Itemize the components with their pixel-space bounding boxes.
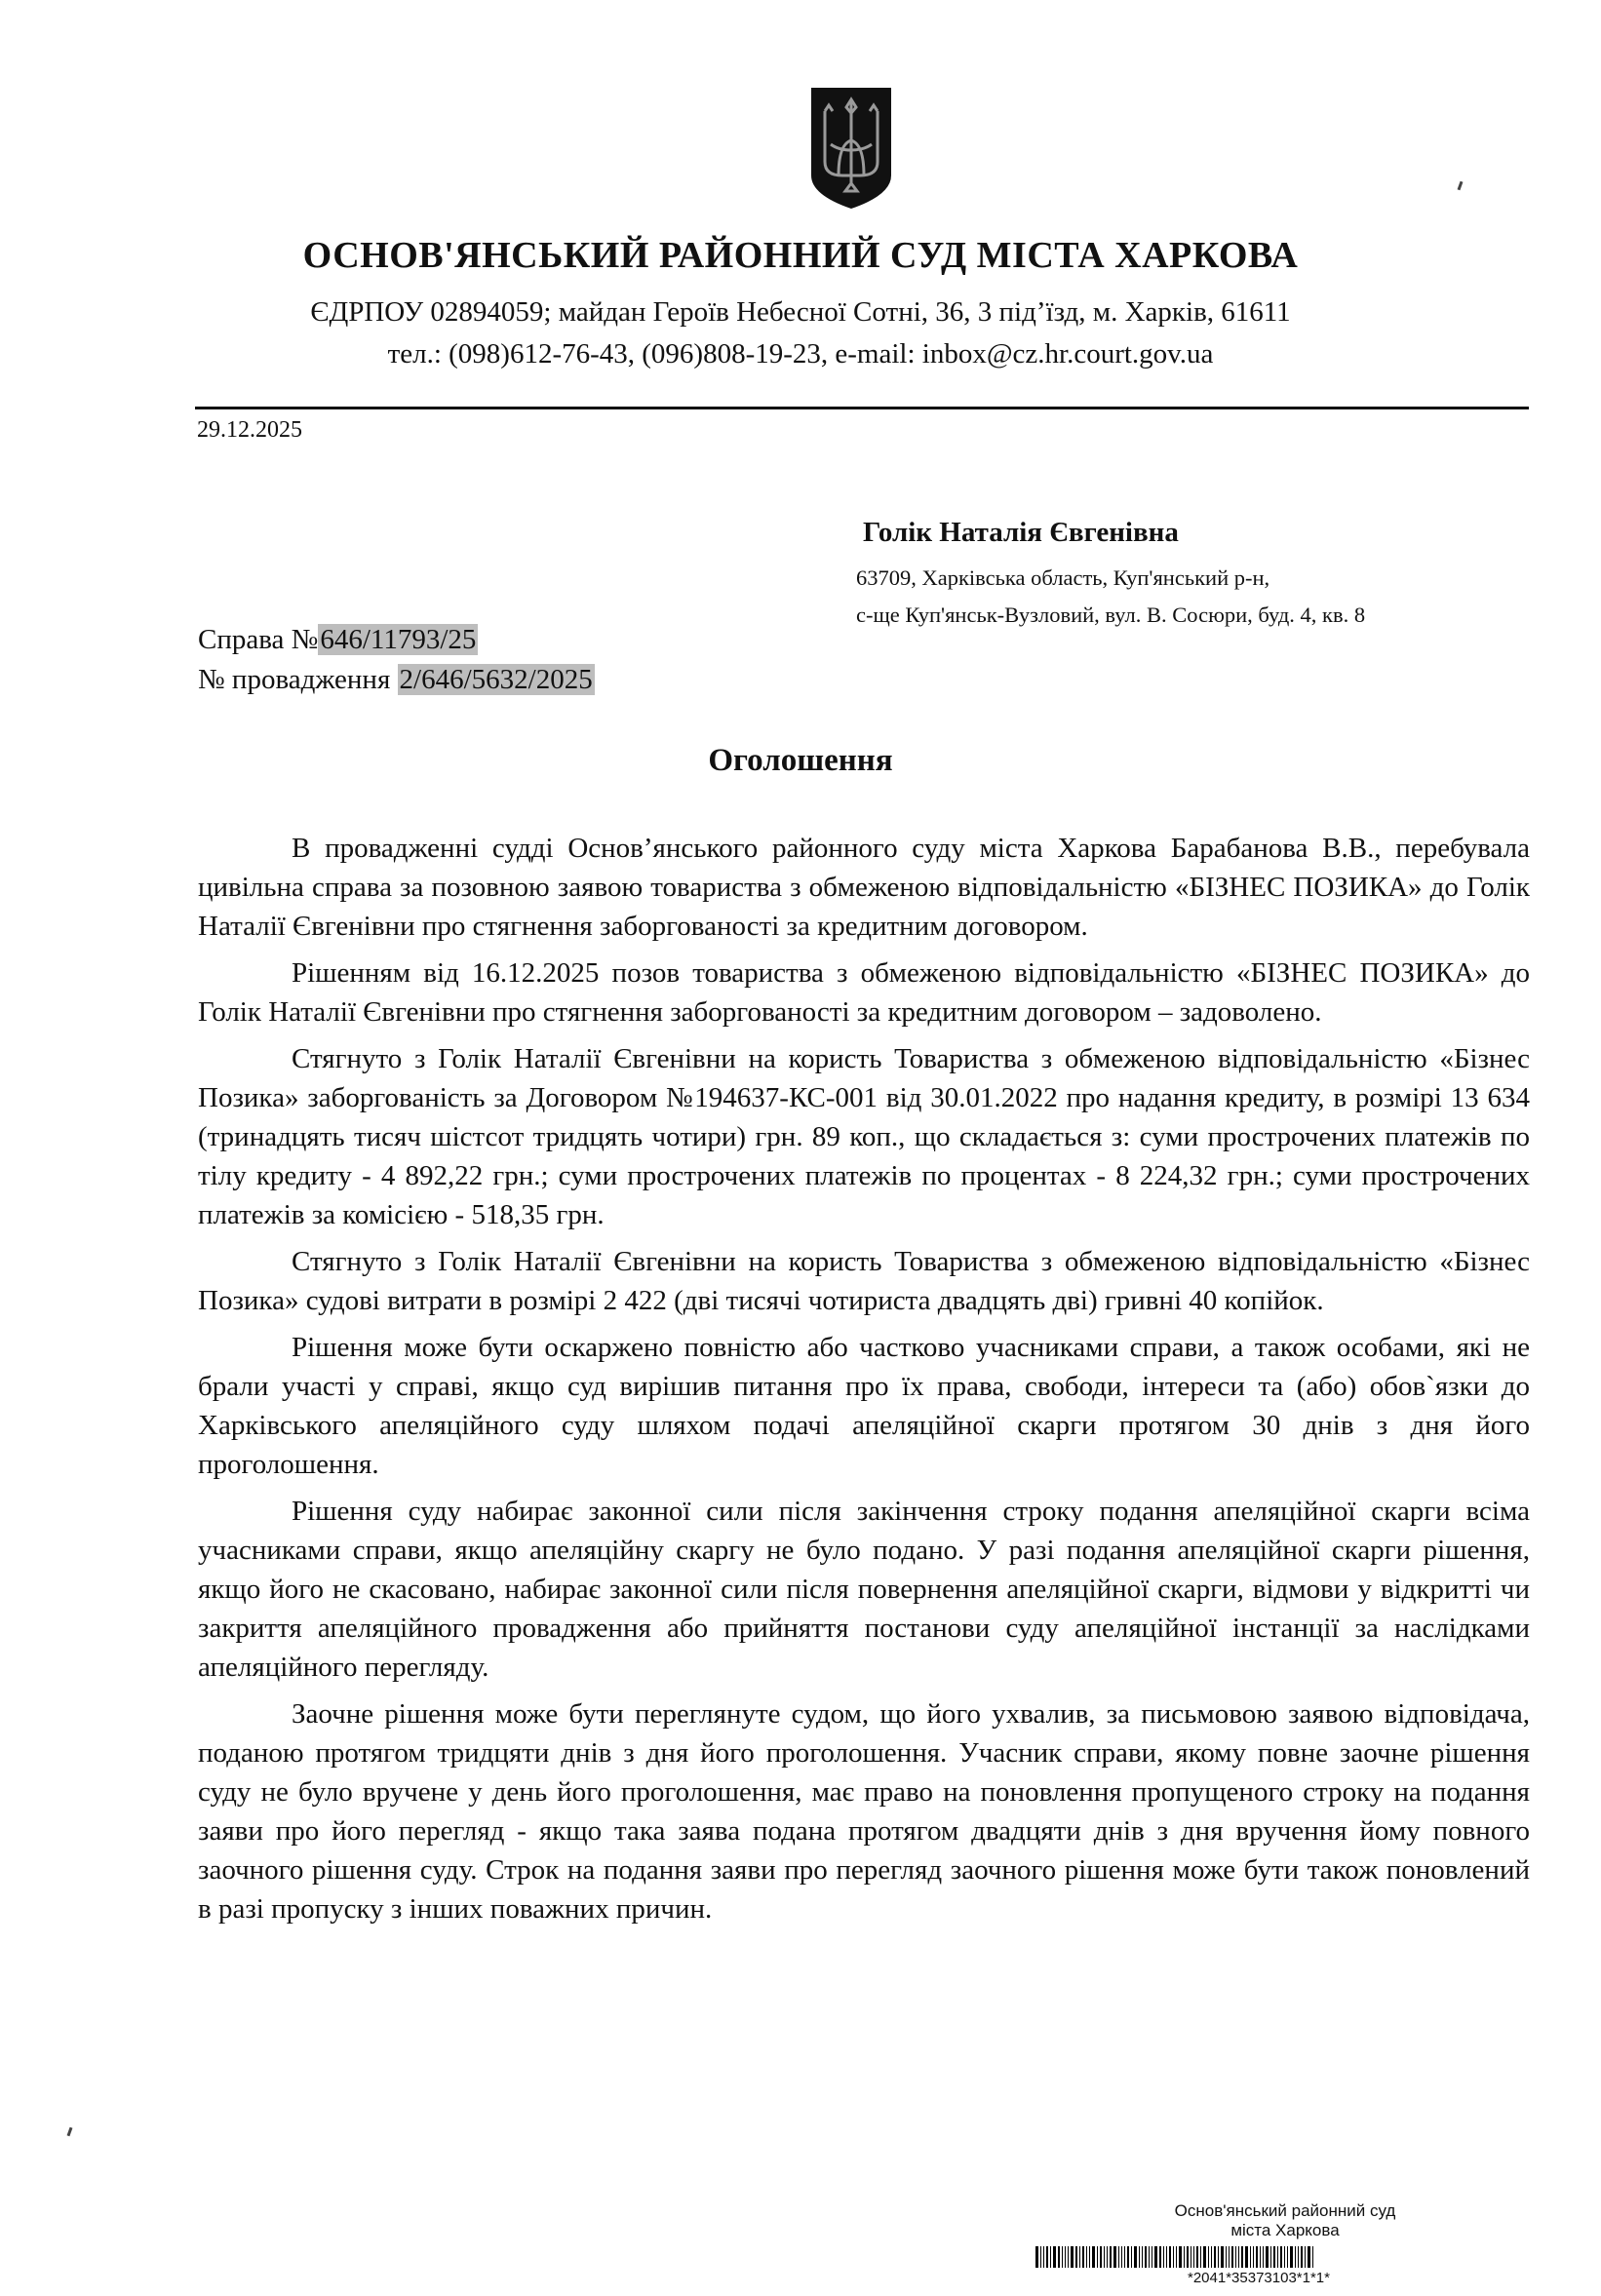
barcode-bar [1290, 2246, 1293, 2268]
barcode-bar [1226, 2246, 1227, 2268]
barcode-bar [1154, 2246, 1157, 2268]
barcode-bar [1043, 2246, 1044, 2268]
case-number: 646/11793/25 [320, 624, 477, 655]
recipient-name: Голік Наталія Євгенівна [863, 517, 1179, 548]
barcode-bar [1193, 2246, 1194, 2268]
barcode-number: *2041*35373103*1*1* [1188, 2270, 1330, 2286]
barcode-bar [1184, 2246, 1185, 2268]
barcode-bar [1256, 2246, 1258, 2268]
paragraph: Рішенням від 16.12.2025 позов товариства з обмеженою відповідальністю «БІЗНЕС ПОЗИКА» до Голік Наталії Євгенівни про стягнення заборгованості за кредитним договором – задоволено. [198, 957, 1530, 1028]
barcode-bar [1211, 2246, 1212, 2268]
barcode-bar [1277, 2246, 1278, 2268]
proceeding-number: 2/646/5632/2025 [399, 664, 593, 695]
barcode-bar [1245, 2246, 1248, 2268]
announcement-body [198, 829, 1530, 1936]
barcode-bar [1301, 2246, 1303, 2268]
barcode-bar [1082, 2246, 1084, 2268]
barcode-bar [1035, 2246, 1038, 2268]
paragraph: Рішення суду набирає законної сили після закінчення строку подання апеляційної скарги всіма учасниками справи, якщо апеляційну скаргу не було подано. У разі подання апеляційної скарги рішення, якщо його не скасовано, набирає законної сили після повернення апеляційної скарги, відмови у відкритті чи закриття апеляційного провадження або прийняття постанови суду апеляційної інстанції за наслідками апеляційного перегляду. [198, 1496, 1530, 1683]
barcode-bar [1118, 2246, 1119, 2268]
barcode-bar [1179, 2246, 1182, 2268]
barcode-bar [1173, 2246, 1174, 2268]
scan-speck [67, 2127, 73, 2136]
barcode-bar [1263, 2246, 1264, 2268]
barcode-bar [1149, 2246, 1150, 2268]
barcode-bar [1312, 2246, 1313, 2268]
document-date: 29.12.2025 [197, 417, 302, 443]
scan-speck [1458, 181, 1464, 190]
barcode-bar [1221, 2246, 1224, 2268]
barcode-bar [1079, 2246, 1080, 2268]
barcode-bar [1235, 2246, 1236, 2268]
barcode-bar [1231, 2246, 1233, 2268]
court-contacts: тел.: (098)612-76-43, (096)808-19-23, e-mail: inbox@cz.hr.court.gov.ua [387, 338, 1214, 370]
barcode-bar [1053, 2246, 1056, 2268]
barcode-bar [1131, 2246, 1132, 2268]
barcode-bar [1142, 2246, 1143, 2268]
barcode-bar [1214, 2246, 1216, 2268]
barcode-bar [1260, 2246, 1261, 2268]
barcode-bar [1203, 2246, 1206, 2268]
header-divider [195, 407, 1529, 409]
barcode-bar [1100, 2246, 1102, 2268]
barcode-bar [1068, 2246, 1069, 2268]
trident-coat-of-arms-icon [809, 86, 893, 211]
barcode-bar [1050, 2246, 1051, 2268]
barcode-bar [1176, 2246, 1177, 2268]
barcode-bar [1071, 2246, 1074, 2268]
barcode-bar [1121, 2246, 1122, 2268]
barcode-bar [1280, 2246, 1282, 2268]
barcode-bar [1046, 2246, 1048, 2268]
barcode-bar [1139, 2246, 1140, 2268]
barcode-bar [1065, 2246, 1066, 2268]
barcode-bar [1196, 2246, 1198, 2268]
barcode-bar [1163, 2246, 1164, 2268]
barcode-bar [1124, 2246, 1125, 2268]
barcode-bar [1086, 2246, 1087, 2268]
document-heading: Оголошення [708, 743, 893, 778]
barcode-bar [1295, 2246, 1296, 2268]
barcode-bar [1169, 2246, 1171, 2268]
paragraph: Заочне рішення може бути переглянуте судом, що його ухвалив, за письмовою заявою відповідача, поданою протягом тридцяти днів з дня його проголошення. Учасник справи, якому повне заочне рішення суду не було вручене у день його проголошення, має право на поновлення пропущеного строку на подання заяви про його перегляд - якщо така заява подана протягом двадцяти днів з дня вручення йому повного заочного рішення суду. Строк на подання заяви про перегляд заочного рішення може бути також поновлений в разі пропуску з інших поважних причин. [198, 1698, 1530, 1925]
barcode-bar [1250, 2246, 1251, 2268]
footer-court-line2: міста Харкова [1230, 2221, 1340, 2239]
barcode-bar [1062, 2246, 1063, 2268]
barcode-bar [1273, 2246, 1275, 2268]
barcode-icon [1035, 2246, 1535, 2268]
barcode-bar [1110, 2246, 1112, 2268]
footer-court-line1: Основ'янський районний суд [1174, 2201, 1396, 2220]
recipient-address-line2: с-ще Куп'янськ-Вузловий, вул. В. Сосюри, буд. 4, кв. 8 [856, 603, 1366, 627]
barcode-bar [1058, 2246, 1060, 2268]
barcode-bar [1218, 2246, 1219, 2268]
recipient-address-line1: 63709, Харківська область, Куп'янський р-н, [856, 565, 1270, 590]
barcode-bar [1145, 2246, 1147, 2268]
paragraph: Стягнуто з Голік Наталії Євгенівни на користь Товариства з обмеженою відповідальністю «Бізнес Позика» заборгованість за Договором №194637-КС-001 від 30.01.2022 про надання кредиту, в розмірі 13 634 (тринадцять тисяч шістсот тридцять чотири) грн. 89 коп., що складається з: суми прострочених платежів по тілу кредиту - 4 892,22 грн.; суми прострочених платежів по процентах - 8 224,32 грн.; суми прострочених платежів за комісією - 518,35 грн. [198, 1043, 1530, 1230]
barcode-bar [1208, 2246, 1209, 2268]
barcode-bar [1127, 2246, 1129, 2268]
barcode-bar [1241, 2246, 1243, 2268]
barcode-bar [1159, 2246, 1161, 2268]
proceeding-label: № провадження [198, 664, 398, 695]
barcode-bar [1308, 2246, 1310, 2268]
barcode-bar [1097, 2246, 1098, 2268]
barcode-bar [1200, 2246, 1201, 2268]
barcode-bar [1298, 2246, 1299, 2268]
court-requisites: ЄДРПОУ 02894059; майдан Героїв Небесної Сотні, 36, 3 під’їзд, м. Харків, 61611 [310, 296, 1291, 328]
barcode-bar [1284, 2246, 1285, 2268]
case-label: Справа № [198, 624, 319, 655]
barcode-bar [1238, 2246, 1239, 2268]
barcode-bar [1075, 2246, 1077, 2268]
barcode-bar [1229, 2246, 1230, 2268]
proceeding-number-line [198, 664, 595, 696]
barcode-bar [1305, 2246, 1306, 2268]
barcode-bar [1104, 2246, 1105, 2268]
barcode-bar [1092, 2246, 1095, 2268]
barcode-bar [1187, 2246, 1189, 2268]
barcode-bar [1166, 2246, 1167, 2268]
barcode-bar [1040, 2246, 1041, 2268]
footer-stamp [1032, 2201, 1539, 2286]
paragraph: Рішення може бути оскаржено повністю або частково учасниками справи, а також особами, які не брали участі у справі, якщо суд вирішив питання про їх права, свободи, інтереси та (або) обов`язки до Харківського апеляційного суду шляхом подачі апеляційної скарги протягом 30 днів з дня його проголошення. [198, 1332, 1530, 1480]
barcode-bar [1134, 2246, 1137, 2268]
barcode-bar [1270, 2246, 1271, 2268]
case-number-line [198, 624, 478, 656]
barcode-bar [1287, 2246, 1288, 2268]
barcode-bar [1113, 2246, 1116, 2268]
court-title: ОСНОВ'ЯНСЬКИЙ РАЙОННИЙ СУД МІСТА ХАРКОВА [302, 235, 1299, 276]
barcode-bar [1253, 2246, 1254, 2268]
barcode-bar [1266, 2246, 1269, 2268]
paragraph: Стягнуто з Голік Наталії Євгенівни на користь Товариства з обмеженою відповідальністю «Бізнес Позика» судові витрати в розмірі 2 422 (дві тисячі чотириста двадцять дві) гривні 40 копійок. [198, 1246, 1530, 1316]
barcode-bar [1107, 2246, 1108, 2268]
barcode-bar [1089, 2246, 1090, 2268]
paragraph: В провадженні судді Основ’янського районного суду міста Харкова Барабанова В.В., перебувала цивільна справа за позовною заявою товариства з обмеженою відповідальністю «БІЗНЕС ПОЗИКА» до Голік Наталії Євгенівни про стягнення заборгованості за кредитним договором. [198, 833, 1530, 942]
